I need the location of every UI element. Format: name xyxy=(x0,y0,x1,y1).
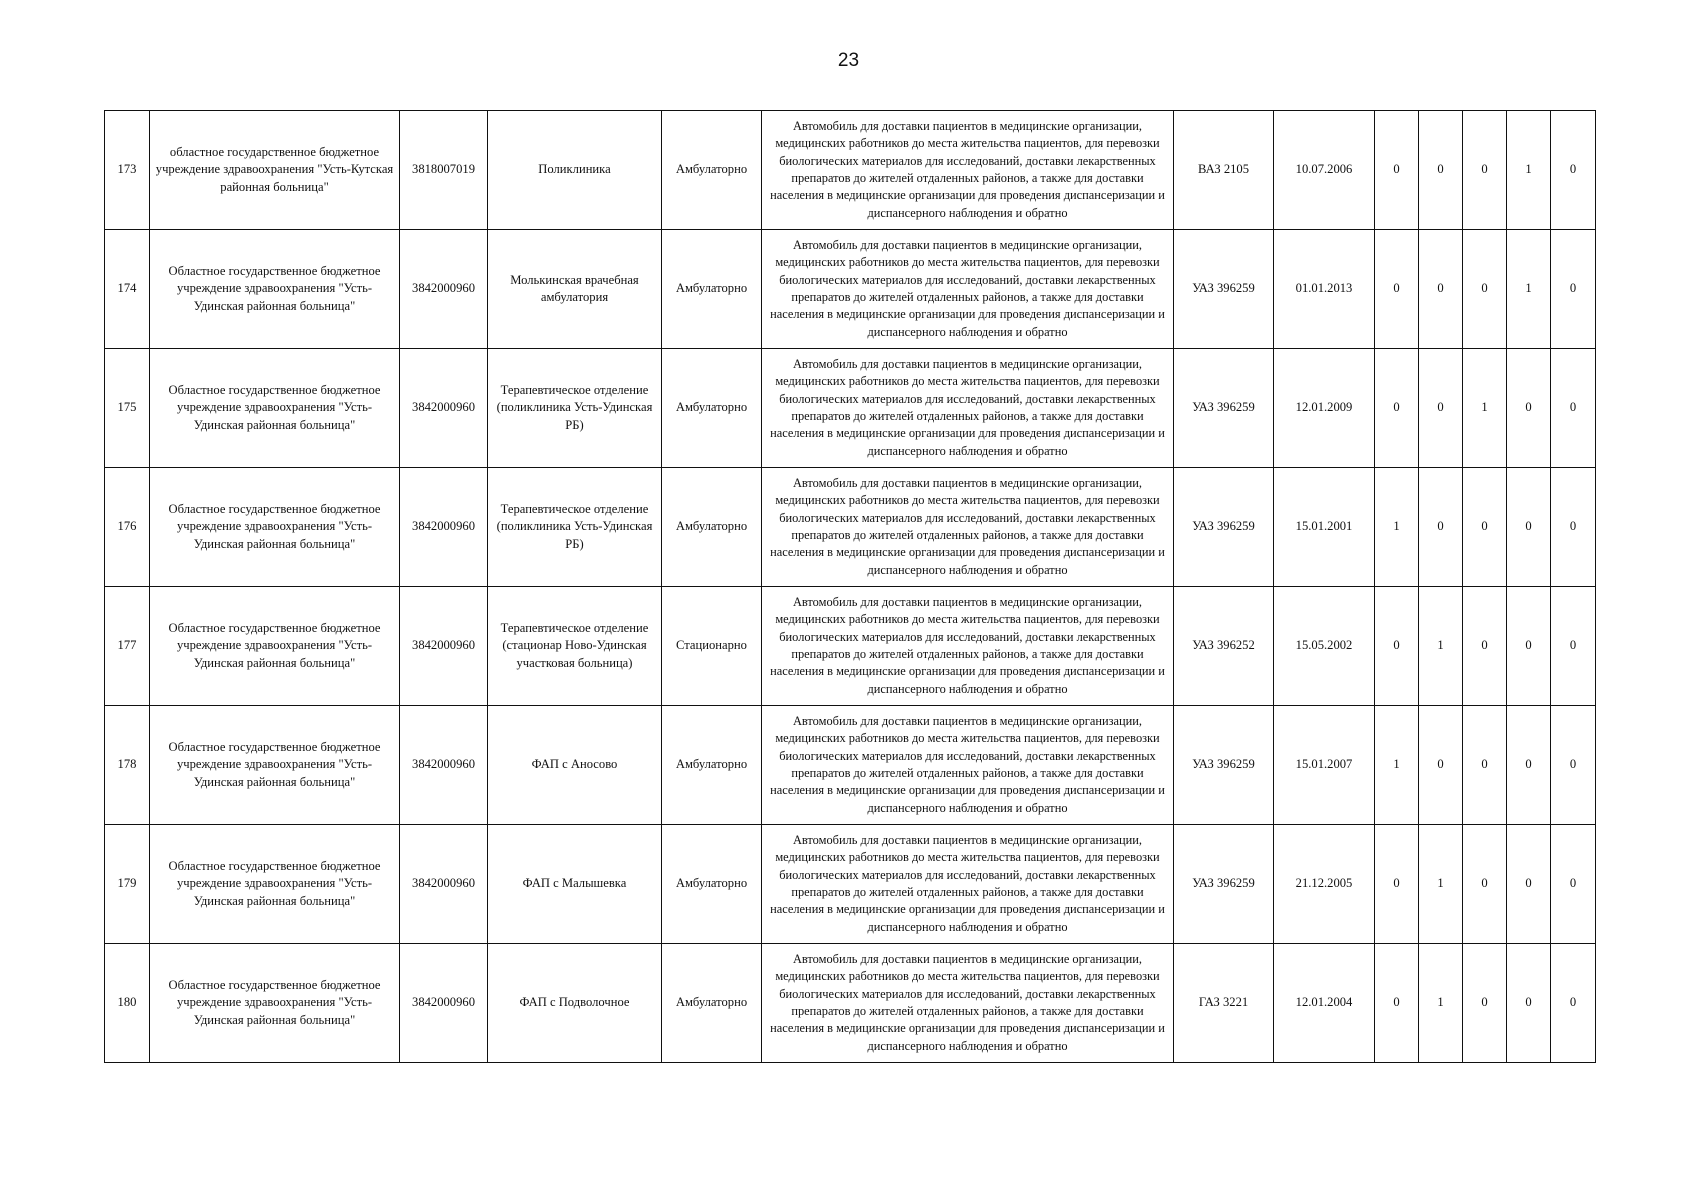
vehicle-purpose: Автомобиль для доставки пациентов в медицинские организации, медицинских работников до места жительства пациентов, для перевозки биологических материалов для исследований, доставки лекарственных препаратов до жителей отдаленных районов, а также для доставки населения в медицинские организации для проведения диспансеризации и диспансерного наблюдения и обратно xyxy=(762,468,1174,587)
count-cell-2: 0 xyxy=(1419,706,1463,825)
subdivision-name: Терапевтическое отделение (поликлиника Усть-Удинская РБ) xyxy=(488,468,662,587)
count-cell-3: 0 xyxy=(1463,111,1507,230)
row-number: 178 xyxy=(105,706,150,825)
organization-inn: 3842000960 xyxy=(400,944,488,1063)
count-cell-3: 1 xyxy=(1463,349,1507,468)
count-cell-1: 0 xyxy=(1375,587,1419,706)
count-cell-4: 0 xyxy=(1507,468,1551,587)
organization-name: Областное государственное бюджетное учреждение здравоохранения "Усть-Удинская районная больница" xyxy=(150,349,400,468)
count-cell-4: 1 xyxy=(1507,111,1551,230)
table-row xyxy=(105,111,1596,230)
vehicle-model: УАЗ 396259 xyxy=(1174,468,1274,587)
count-cell-2: 0 xyxy=(1419,111,1463,230)
organization-name: Областное государственное бюджетное учреждение здравоохранения "Усть-Удинская районная больница" xyxy=(150,587,400,706)
vehicle-model: УАЗ 396259 xyxy=(1174,706,1274,825)
organization-name: Областное государственное бюджетное учреждение здравоохранения "Усть-Удинская районная больница" xyxy=(150,944,400,1063)
vehicle-purpose: Автомобиль для доставки пациентов в медицинские организации, медицинских работников до места жительства пациентов, для перевозки биологических материалов для исследований, доставки лекарственных препаратов до жителей отдаленных районов, а также для доставки населения в медицинские организации для проведения диспансеризации и диспансерного наблюдения и обратно xyxy=(762,230,1174,349)
count-cell-2: 0 xyxy=(1419,468,1463,587)
table-row xyxy=(105,587,1596,706)
care-type: Стационарно xyxy=(662,587,762,706)
row-number: 175 xyxy=(105,349,150,468)
vehicle-date: 15.05.2002 xyxy=(1274,587,1375,706)
count-cell-3: 0 xyxy=(1463,944,1507,1063)
vehicle-date: 12.01.2004 xyxy=(1274,944,1375,1063)
organization-name: Областное государственное бюджетное учреждение здравоохранения "Усть-Удинская районная больница" xyxy=(150,468,400,587)
vehicle-date: 15.01.2007 xyxy=(1274,706,1375,825)
vehicle-model: УАЗ 396259 xyxy=(1174,349,1274,468)
vehicle-model: ГАЗ 3221 xyxy=(1174,944,1274,1063)
vehicle-model: УАЗ 396259 xyxy=(1174,230,1274,349)
care-type: Амбулаторно xyxy=(662,230,762,349)
row-number: 179 xyxy=(105,825,150,944)
table-row xyxy=(105,706,1596,825)
subdivision-name: Молькинская врачебная амбулатория xyxy=(488,230,662,349)
organization-name: Областное государственное бюджетное учреждение здравоохранения "Усть-Удинская районная больница" xyxy=(150,230,400,349)
organization-inn: 3842000960 xyxy=(400,587,488,706)
subdivision-name: ФАП с Подволочное xyxy=(488,944,662,1063)
subdivision-name: Терапевтическое отделение (стационар Ново-Удинская участковая больница) xyxy=(488,587,662,706)
vehicle-purpose: Автомобиль для доставки пациентов в медицинские организации, медицинских работников до места жительства пациентов, для перевозки биологических материалов для исследований, доставки лекарственных препаратов до жителей отдаленных районов, а также для доставки населения в медицинские организации для проведения диспансеризации и диспансерного наблюдения и обратно xyxy=(762,349,1174,468)
count-cell-1: 0 xyxy=(1375,230,1419,349)
organization-inn: 3818007019 xyxy=(400,111,488,230)
page-number: 23 xyxy=(837,50,860,71)
table-row xyxy=(105,349,1596,468)
organization-name: Областное государственное бюджетное учреждение здравоохранения "Усть-Удинская районная больница" xyxy=(150,825,400,944)
count-cell-4: 0 xyxy=(1507,587,1551,706)
organization-inn: 3842000960 xyxy=(400,468,488,587)
vehicle-date: 01.01.2013 xyxy=(1274,230,1375,349)
count-cell-1: 0 xyxy=(1375,944,1419,1063)
count-cell-5: 0 xyxy=(1551,349,1596,468)
count-cell-1: 1 xyxy=(1375,706,1419,825)
care-type: Амбулаторно xyxy=(662,468,762,587)
care-type: Амбулаторно xyxy=(662,349,762,468)
count-cell-5: 0 xyxy=(1551,706,1596,825)
count-cell-5: 0 xyxy=(1551,825,1596,944)
vehicle-model: УАЗ 396259 xyxy=(1174,825,1274,944)
vehicle-purpose: Автомобиль для доставки пациентов в медицинские организации, медицинских работников до места жительства пациентов, для перевозки биологических материалов для исследований, доставки лекарственных препаратов до жителей отдаленных районов, а также для доставки населения в медицинские организации для проведения диспансеризации и диспансерного наблюдения и обратно xyxy=(762,111,1174,230)
care-type: Амбулаторно xyxy=(662,706,762,825)
count-cell-2: 1 xyxy=(1419,825,1463,944)
table-row xyxy=(105,468,1596,587)
count-cell-1: 0 xyxy=(1375,349,1419,468)
vehicle-register-table xyxy=(104,110,1596,1063)
count-cell-5: 0 xyxy=(1551,587,1596,706)
count-cell-3: 0 xyxy=(1463,706,1507,825)
count-cell-3: 0 xyxy=(1463,587,1507,706)
row-number: 177 xyxy=(105,587,150,706)
subdivision-name: Поликлиника xyxy=(488,111,662,230)
care-type: Амбулаторно xyxy=(662,825,762,944)
row-number: 180 xyxy=(105,944,150,1063)
subdivision-name: ФАП с Аносово xyxy=(488,706,662,825)
count-cell-4: 0 xyxy=(1507,944,1551,1063)
count-cell-3: 0 xyxy=(1463,230,1507,349)
row-number: 174 xyxy=(105,230,150,349)
row-number: 176 xyxy=(105,468,150,587)
vehicle-date: 15.01.2001 xyxy=(1274,468,1375,587)
care-type: Амбулаторно xyxy=(662,111,762,230)
organization-inn: 3842000960 xyxy=(400,706,488,825)
count-cell-2: 0 xyxy=(1419,349,1463,468)
count-cell-5: 0 xyxy=(1551,944,1596,1063)
vehicle-model: УАЗ 396252 xyxy=(1174,587,1274,706)
count-cell-2: 1 xyxy=(1419,587,1463,706)
vehicle-date: 21.12.2005 xyxy=(1274,825,1375,944)
count-cell-3: 0 xyxy=(1463,468,1507,587)
count-cell-4: 0 xyxy=(1507,825,1551,944)
count-cell-2: 0 xyxy=(1419,230,1463,349)
count-cell-5: 0 xyxy=(1551,230,1596,349)
organization-inn: 3842000960 xyxy=(400,349,488,468)
organization-name: областное государственное бюджетное учреждение здравоохранения "Усть-Кутская районная больница" xyxy=(150,111,400,230)
vehicle-purpose: Автомобиль для доставки пациентов в медицинские организации, медицинских работников до места жительства пациентов, для перевозки биологических материалов для исследований, доставки лекарственных препаратов до жителей отдаленных районов, а также для доставки населения в медицинские организации для проведения диспансеризации и диспансерного наблюдения и обратно xyxy=(762,706,1174,825)
count-cell-4: 0 xyxy=(1507,706,1551,825)
organization-name: Областное государственное бюджетное учреждение здравоохранения "Усть-Удинская районная больница" xyxy=(150,706,400,825)
table-row xyxy=(105,825,1596,944)
count-cell-1: 0 xyxy=(1375,111,1419,230)
care-type: Амбулаторно xyxy=(662,944,762,1063)
vehicle-purpose: Автомобиль для доставки пациентов в медицинские организации, медицинских работников до места жительства пациентов, для перевозки биологических материалов для исследований, доставки лекарственных препаратов до жителей отдаленных районов, а также для доставки населения в медицинские организации для проведения диспансеризации и диспансерного наблюдения и обратно xyxy=(762,825,1174,944)
count-cell-1: 1 xyxy=(1375,468,1419,587)
row-number: 173 xyxy=(105,111,150,230)
vehicle-purpose: Автомобиль для доставки пациентов в медицинские организации, медицинских работников до места жительства пациентов, для перевозки биологических материалов для исследований, доставки лекарственных препаратов до жителей отдаленных районов, а также для доставки населения в медицинские организации для проведения диспансеризации и диспансерного наблюдения и обратно xyxy=(762,944,1174,1063)
count-cell-2: 1 xyxy=(1419,944,1463,1063)
vehicle-purpose: Автомобиль для доставки пациентов в медицинские организации, медицинских работников до места жительства пациентов, для перевозки биологических материалов для исследований, доставки лекарственных препаратов до жителей отдаленных районов, а также для доставки населения в медицинские организации для проведения диспансеризации и диспансерного наблюдения и обратно xyxy=(762,587,1174,706)
vehicle-date: 12.01.2009 xyxy=(1274,349,1375,468)
vehicle-model: ВАЗ 2105 xyxy=(1174,111,1274,230)
count-cell-1: 0 xyxy=(1375,825,1419,944)
subdivision-name: Терапевтическое отделение (поликлиника Усть-Удинская РБ) xyxy=(488,349,662,468)
vehicle-date: 10.07.2006 xyxy=(1274,111,1375,230)
subdivision-name: ФАП с Малышевка xyxy=(488,825,662,944)
count-cell-3: 0 xyxy=(1463,825,1507,944)
count-cell-4: 1 xyxy=(1507,230,1551,349)
count-cell-5: 0 xyxy=(1551,111,1596,230)
count-cell-4: 0 xyxy=(1507,349,1551,468)
organization-inn: 3842000960 xyxy=(400,825,488,944)
table-row xyxy=(105,230,1596,349)
count-cell-5: 0 xyxy=(1551,468,1596,587)
organization-inn: 3842000960 xyxy=(400,230,488,349)
table-row xyxy=(105,944,1596,1063)
